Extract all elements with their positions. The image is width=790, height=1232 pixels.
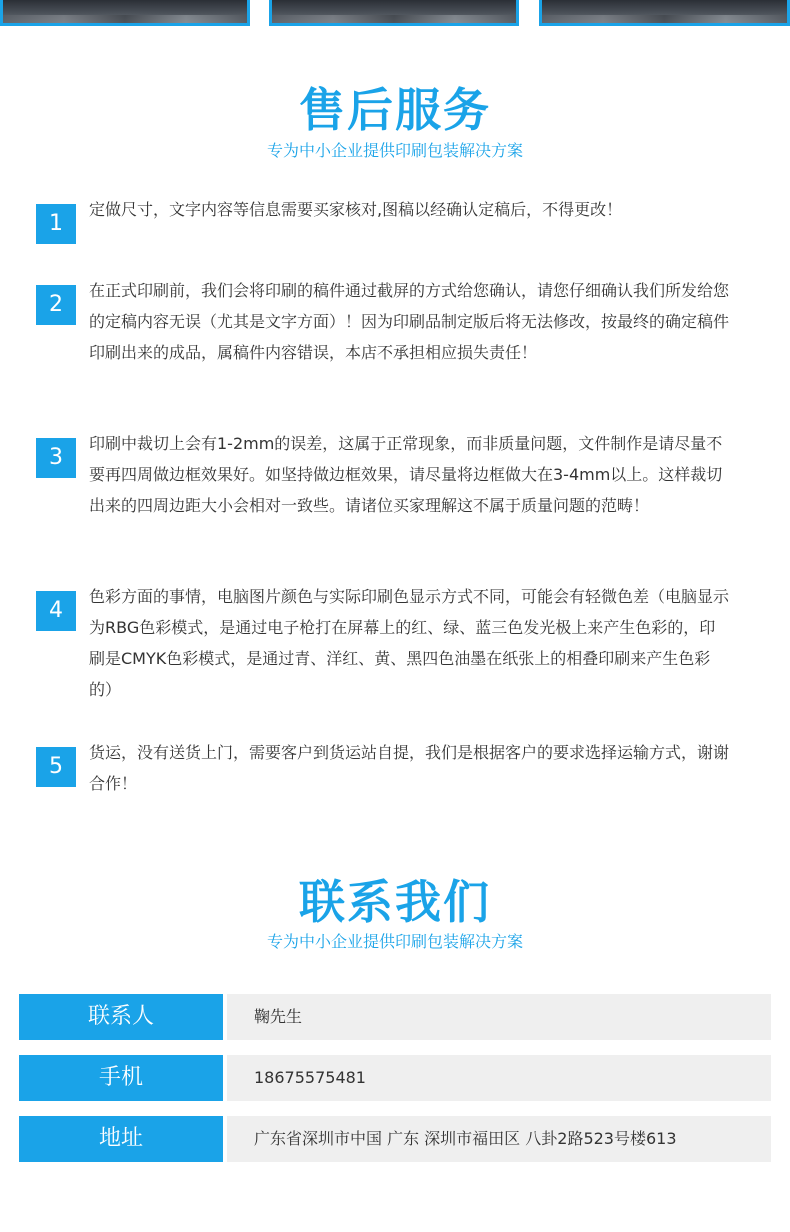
- contact-row-address: [19, 1116, 771, 1162]
- workshop-photo-1: [0, 0, 250, 26]
- item-text: 印刷中裁切上会有1-2mm的误差，这属于正常现象，而非质量问题，文件制作是请尽量不要再四周做边框效果好。如坚持做边框效果，请尽量将边框做大在3-4mm以上。这样裁切出来的四周边距大小会相对一致些。请诸位买家理解这不属于质量问题的范畴！: [89, 434, 723, 515]
- workshop-photo-2: [269, 0, 519, 26]
- contact-value: 鞠先生: [227, 994, 771, 1040]
- contact-row-name: [19, 994, 771, 1040]
- workshop-photo-3: [539, 0, 790, 26]
- item-number-badge: 4: [36, 591, 76, 631]
- contact-label: 手机: [19, 1055, 223, 1101]
- contact-value: 18675575481: [227, 1055, 771, 1101]
- item-text: 色彩方面的事情，电脑图片颜色与实际印刷色显示方式不同，可能会有轻微色差（电脑显示为RBG色彩模式，是通过电子枪打在屏幕上的红、绿、蓝三色发光极上来产生色彩的，印刷是CMYK色彩模式，是通过青、洋红、黄、黑四色油墨在纸张上的相叠印刷来产生色彩的）: [89, 587, 730, 699]
- contact-row-phone: [19, 1055, 771, 1101]
- item-number-badge: 5: [36, 747, 76, 787]
- item-text: 定做尺寸，文字内容等信息需要买家核对,图稿以经确认定稿后，不得更改！: [89, 200, 623, 219]
- after-sales-subtitle: 专为中小企业提供印刷包装解决方案: [266, 141, 523, 160]
- contact-label: 联系人: [19, 994, 223, 1040]
- contact-label: 地址: [19, 1116, 223, 1162]
- contact-title: 联系我们: [299, 875, 491, 929]
- item-number-badge: 1: [36, 204, 76, 244]
- after-sales-title: 售后服务: [299, 83, 491, 137]
- contact-value: 广东省深圳市中国 广东 深圳市福田区 八卦2路523号楼613: [227, 1116, 771, 1162]
- item-text: 在正式印刷前，我们会将印刷的稿件通过截屏的方式给您确认，请您仔细确认我们所发给您的定稿内容无误（尤其是文字方面）！因为印刷品制定版后将无法修改，按最终的确定稿件印刷出来的成品，属稿件内容错误，本店不承担相应损失责任！: [89, 281, 730, 362]
- item-number-badge: 3: [36, 438, 76, 478]
- item-text: 货运，没有送货上门，需要客户到货运站自提，我们是根据客户的要求选择运输方式，谢谢合作！: [89, 743, 730, 793]
- photo-strip: [0, 0, 790, 28]
- contact-subtitle: 专为中小企业提供印刷包装解决方案: [266, 932, 523, 951]
- item-number-badge: 2: [36, 285, 76, 325]
